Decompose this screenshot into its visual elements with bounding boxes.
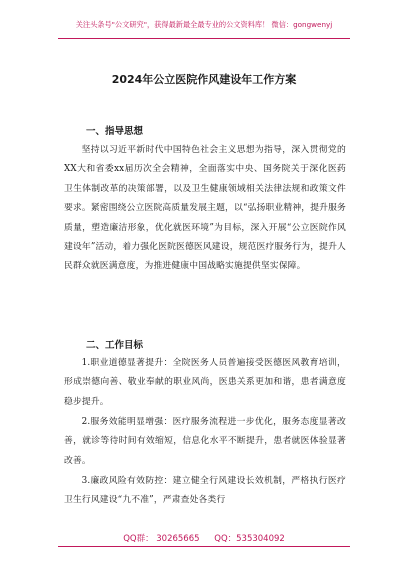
goal-item-3: 3.廉政风险有效防控：建立健全行风建设长效机制，严格执行医疗卫生行风建设“九不准”，严肃查处各类行 xyxy=(64,476,346,506)
goal-item-1: 1.职业道德显著提升：全院医务人员普遍接受医德医风教育培训，形成崇德向善、敬业奉献的职业风尚，医患关系更加和谐，患者满意度稳步提升。 xyxy=(64,358,346,407)
section-heading-work-goals: 二、工作目标 xyxy=(86,340,144,351)
document-title: 2024年公立医院作风建设年工作方案 xyxy=(111,73,297,86)
footer-divider xyxy=(58,546,350,547)
footer-qq: QQ：535304092 xyxy=(214,534,285,544)
footer-qq-group: QQ群： 30265665 xyxy=(123,534,200,544)
header-notice: 关注头条号"公文研究"，获得最新最全最专业的公文资料库！ 微信：gongwenyj xyxy=(75,20,333,29)
goal-item-2: 2.服务效能明显增强：医疗服务流程进一步优化，服务态度显著改善，就诊等待时间有效缩短，信息化水平不断提升，患者就医体验显著改善。 xyxy=(64,417,346,466)
section-heading-guiding-ideology: 一、指导思想 xyxy=(86,126,144,137)
header-divider xyxy=(58,38,350,39)
section-paragraph-guiding-ideology: 坚持以习近平新时代中国特色社会主义思想为指导，深入贯彻党的XX大和省委xx届历次全会精神，全面落实中央、国务院关于深化医药卫生体制改革的决策部署，以及卫生健康领域相关法律法规和政策文件要求。紧密围绕公立医院高质量发展主题，以“弘扬职业精神，提升服务质量，塑造廉洁形象，优化就医环境”为目标，深入开展“公立医院作风建设年”活动，着力强化医院医德医风建设，规范医疗服务行为，提升人民群众就医满意度，为推进健康中国战略实施提供坚实保障。 xyxy=(64,145,347,272)
footer-contact xyxy=(0,532,408,544)
